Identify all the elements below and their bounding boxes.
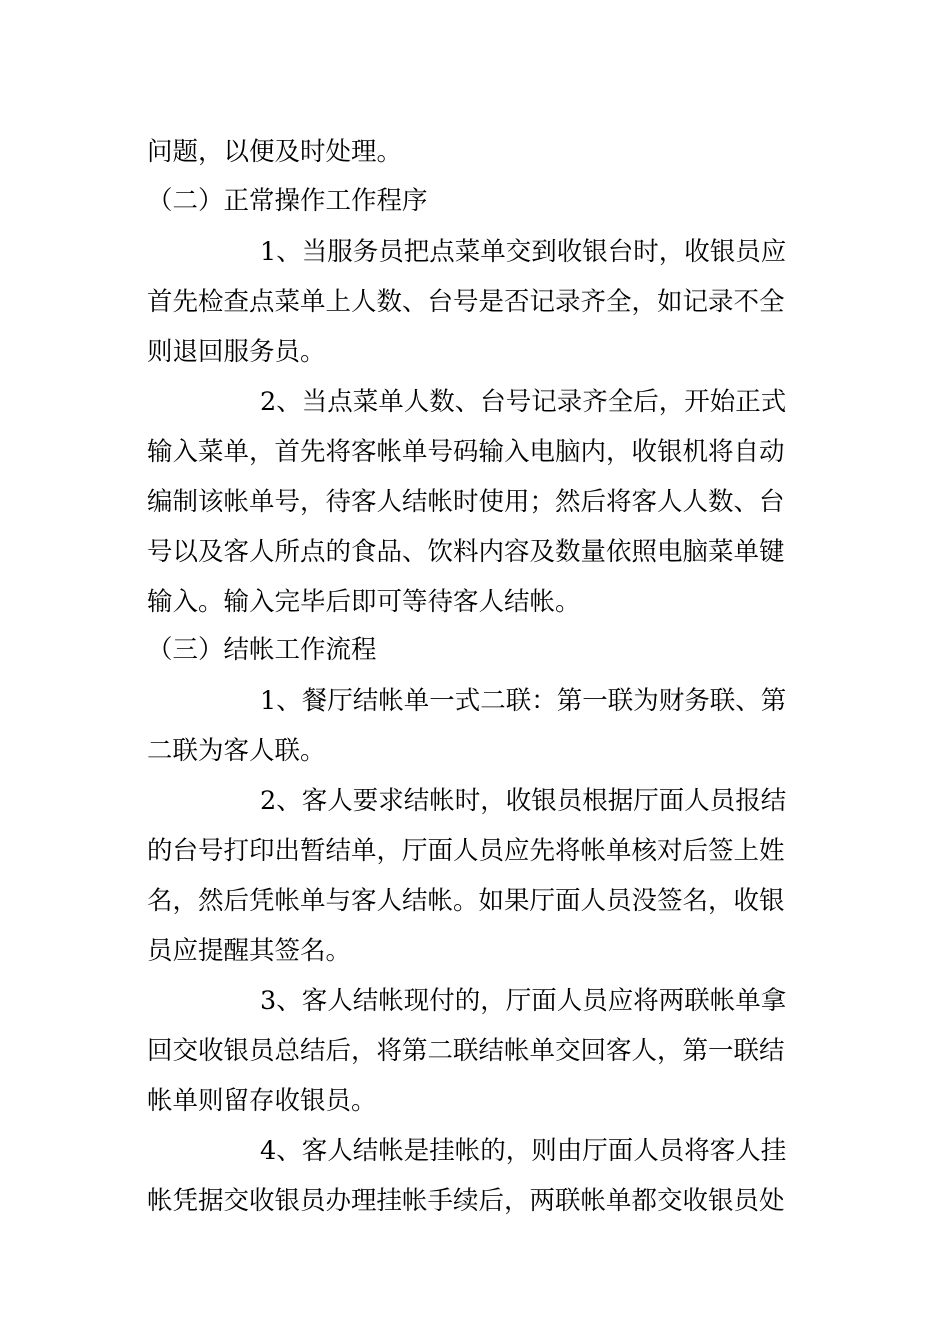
text-line: 号以及客人所点的食品、饮料内容及数量依照电脑菜单键 bbox=[147, 537, 785, 567]
text-line: 则退回服务员。 bbox=[147, 337, 326, 367]
text-line: 二联为客人联。 bbox=[147, 736, 326, 766]
text-line: 帐单则留存收银员。 bbox=[147, 1086, 377, 1116]
text-line: 输入菜单，首先将客帐单号码输入电脑内，收银机将自动 bbox=[147, 437, 785, 467]
text-line: 编制该帐单号，待客人结帐时使用；然后将客人人数、台 bbox=[147, 487, 785, 517]
text-line: 1、当服务员把点菜单交到收银台时，收银员应 bbox=[260, 237, 787, 267]
text-line: 帐凭据交收银员办理挂帐手续后，两联帐单都交收银员处 bbox=[147, 1186, 785, 1216]
text-line: 2、当点菜单人数、台号记录齐全后，开始正式 bbox=[260, 387, 787, 417]
text-line: 员应提醒其签名。 bbox=[147, 936, 352, 966]
text-line: 3、客人结帐现付的，厅面人员应将两联帐单拿 bbox=[260, 986, 787, 1016]
text-line: 名，然后凭帐单与客人结帐。如果厅面人员没签名，收银 bbox=[147, 886, 785, 916]
section-heading: （三）结帐工作流程 bbox=[147, 635, 377, 665]
text-line: 首先检查点菜单上人数、台号是否记录齐全，如记录不全 bbox=[147, 287, 785, 317]
section-heading: （二）正常操作工作程序 bbox=[147, 186, 428, 216]
text-line: 4、客人结帐是挂帐的，则由厅面人员将客人挂 bbox=[260, 1136, 787, 1166]
text-line: 1、餐厅结帐单一式二联：第一联为财务联、第 bbox=[260, 686, 787, 716]
text-line: 2、客人要求结帐时，收银员根据厅面人员报结 bbox=[260, 786, 787, 816]
text-line: 的台号打印出暂结单，厅面人员应先将帐单核对后签上姓 bbox=[147, 836, 785, 866]
text-line: 回交收银员总结后，将第二联结帐单交回客人，第一联结 bbox=[147, 1036, 785, 1066]
text-line: 输入。输入完毕后即可等待客人结帐。 bbox=[147, 587, 581, 617]
text-line: 问题，以便及时处理。 bbox=[147, 137, 403, 167]
